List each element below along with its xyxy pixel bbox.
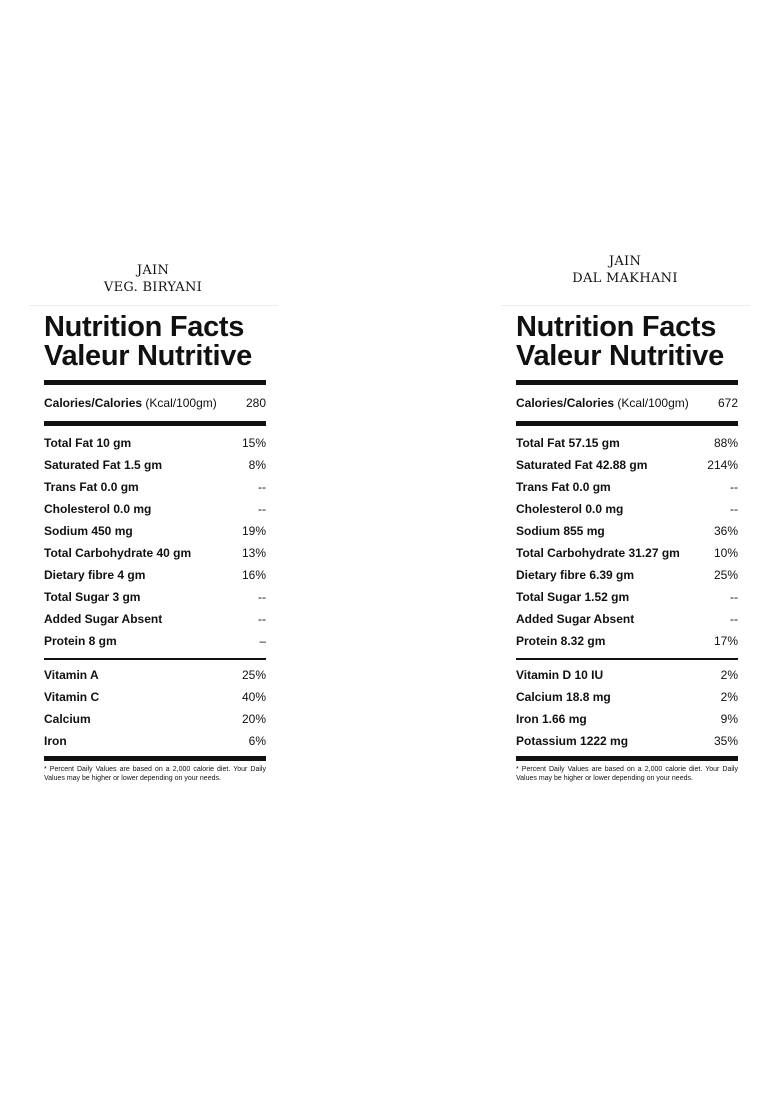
vitamin-row-name: Potassium 1222 mg xyxy=(516,734,629,748)
nutrient-row xyxy=(44,454,266,476)
nutrient-row-daily-value: 88% xyxy=(713,436,738,450)
nutrient-row-daily-value: 36% xyxy=(713,524,738,538)
nutrient-row xyxy=(44,498,266,520)
vitamin-row-name: Calcium 18.8 mg xyxy=(516,690,611,704)
vitamin-row-daily-value: 20% xyxy=(241,712,266,726)
nutrient-row-daily-value: -- xyxy=(730,480,738,494)
nutrient-row-daily-value: -- xyxy=(730,590,738,604)
vitamin-row-daily-value: 2% xyxy=(720,668,738,682)
nutrient-row-name: Dietary fibre 4 gm xyxy=(44,568,146,582)
nutrition-label xyxy=(516,313,738,783)
heading-french: Valeur Nutritive xyxy=(44,340,252,372)
thick-rule xyxy=(516,421,738,426)
nutrient-row xyxy=(516,586,738,608)
thin-rule xyxy=(516,658,738,660)
product-title-line2: VEG. BIRYANI xyxy=(103,280,203,295)
vitamin-row-name: Iron xyxy=(44,734,67,748)
vitamin-list xyxy=(44,664,266,752)
nutrient-row-name: Total Sugar 3 gm xyxy=(44,590,141,604)
vitamin-row-daily-value: 25% xyxy=(241,668,266,682)
nutrient-row-name: Total Carbohydrate 31.27 gm xyxy=(516,546,680,560)
vitamin-row-name: Vitamin D 10 IU xyxy=(516,668,604,682)
thick-rule xyxy=(44,421,266,426)
calories-value: 672 xyxy=(717,396,738,410)
nutrient-row xyxy=(44,476,266,498)
nutrient-row-daily-value: -- xyxy=(258,480,266,494)
nutrient-row-daily-value: -- xyxy=(258,590,266,604)
nutrient-list xyxy=(516,432,738,652)
nutrient-row xyxy=(516,520,738,542)
nutrient-row xyxy=(516,564,738,586)
thin-rule xyxy=(44,658,266,660)
nutrient-row xyxy=(44,630,266,652)
nutrient-row xyxy=(44,432,266,454)
thick-rule xyxy=(516,380,738,385)
vitamin-row-daily-value: 35% xyxy=(713,734,738,748)
nutrient-row-daily-value: -- xyxy=(258,502,266,516)
nutrient-row-daily-value: 19% xyxy=(241,524,266,538)
product-title xyxy=(500,253,750,287)
nutrient-row-name: Trans Fat 0.0 gm xyxy=(516,480,611,494)
nutrient-row-daily-value: – xyxy=(259,634,266,648)
nutrient-row xyxy=(44,608,266,630)
nutrient-row-daily-value: 15% xyxy=(241,436,266,450)
calories-label-group xyxy=(44,396,217,410)
vitamin-row-daily-value: 2% xyxy=(720,690,738,704)
vitamin-row-name: Vitamin A xyxy=(44,668,99,682)
nutrient-row-name: Dietary fibre 6.39 gm xyxy=(516,568,635,582)
thick-rule xyxy=(516,756,738,761)
nutrient-row xyxy=(516,498,738,520)
calories-row xyxy=(516,391,738,415)
vitamin-row xyxy=(44,664,266,686)
nutrient-row-name: Total Carbohydrate 40 gm xyxy=(44,546,192,560)
nutrient-row-daily-value: 8% xyxy=(248,458,266,472)
nutrient-row-name: Protein 8.32 gm xyxy=(516,634,606,648)
nutrient-row-name: Added Sugar Absent xyxy=(516,612,635,626)
nutrient-row-name: Saturated Fat 42.88 gm xyxy=(516,458,648,472)
nutrient-row xyxy=(44,586,266,608)
nutrient-row xyxy=(516,630,738,652)
nutrient-row xyxy=(44,542,266,564)
vitamin-row xyxy=(516,708,738,730)
nutrient-row-name: Cholesterol 0.0 mg xyxy=(44,502,152,516)
daily-value-footnote: * Percent Daily Values are based on a 2,000 calorie diet. Your Daily Values may be higher or lower depending on your needs. xyxy=(44,766,266,782)
title-divider xyxy=(500,305,750,306)
thick-rule xyxy=(44,380,266,385)
nutrient-row xyxy=(516,542,738,564)
nutrient-row-daily-value: 17% xyxy=(713,634,738,648)
product-title-line2: DAL MAKHANI xyxy=(572,271,678,286)
vitamin-row xyxy=(516,664,738,686)
calories-value: 280 xyxy=(245,396,266,410)
calories-label-group xyxy=(516,396,689,410)
nutrition-label xyxy=(44,313,266,783)
nutrient-row-daily-value: 16% xyxy=(241,568,266,582)
nutrient-row-daily-value: -- xyxy=(258,612,266,626)
nutrient-row-name: Protein 8 gm xyxy=(44,634,117,648)
nutrient-row-name: Saturated Fat 1.5 gm xyxy=(44,458,163,472)
nutrient-row xyxy=(516,432,738,454)
vitamin-row-daily-value: 6% xyxy=(248,734,266,748)
vitamin-row-name: Iron 1.66 mg xyxy=(516,712,587,726)
nutrient-row-name: Total Fat 57.15 gm xyxy=(516,436,620,450)
calories-unit: (Kcal/100gm) xyxy=(617,396,689,410)
vitamin-list xyxy=(516,664,738,752)
vitamin-row-name: Calcium xyxy=(44,712,91,726)
nutrient-row-name: Total Sugar 1.52 gm xyxy=(516,590,630,604)
vitamin-row-daily-value: 9% xyxy=(720,712,738,726)
heading-english: Nutrition Facts xyxy=(516,311,717,343)
nutrient-row-daily-value: 13% xyxy=(241,546,266,560)
nutrient-row-daily-value: 25% xyxy=(713,568,738,582)
product-title-line1: JAIN xyxy=(136,263,170,278)
product-title-line1: JAIN xyxy=(608,254,642,269)
thick-rule xyxy=(44,756,266,761)
nutrient-row xyxy=(516,476,738,498)
vitamin-row xyxy=(516,730,738,752)
calories-unit: (Kcal/100gm) xyxy=(145,396,217,410)
nutrient-row-daily-value: -- xyxy=(730,502,738,516)
nutrient-row-daily-value: 10% xyxy=(713,546,738,560)
nutrient-row-name: Total Fat 10 gm xyxy=(44,436,132,450)
calories-row xyxy=(44,391,266,415)
calories-label: Calories/Calories xyxy=(44,396,143,410)
vitamin-row xyxy=(44,708,266,730)
nutrient-row-daily-value: -- xyxy=(730,612,738,626)
vitamin-row-daily-value: 40% xyxy=(241,690,266,704)
vitamin-row-name: Vitamin C xyxy=(44,690,100,704)
nutrient-row xyxy=(44,520,266,542)
nutrient-row-name: Sodium 450 mg xyxy=(44,524,133,538)
vitamin-row xyxy=(44,686,266,708)
nutrient-row xyxy=(516,454,738,476)
nutrient-list xyxy=(44,432,266,652)
nutrient-row xyxy=(44,564,266,586)
nutrient-row-name: Trans Fat 0.0 gm xyxy=(44,480,139,494)
daily-value-footnote: * Percent Daily Values are based on a 2,000 calorie diet. Your Daily Values may be higher or lower depending on your needs. xyxy=(516,766,738,782)
nutrient-row xyxy=(516,608,738,630)
heading-english: Nutrition Facts xyxy=(44,311,245,343)
product-title xyxy=(28,262,278,296)
nutrient-row-name: Cholesterol 0.0 mg xyxy=(516,502,624,516)
nutrient-row-name: Added Sugar Absent xyxy=(44,612,163,626)
heading-french: Valeur Nutritive xyxy=(516,340,724,372)
vitamin-row xyxy=(44,730,266,752)
nutrient-row-daily-value: 214% xyxy=(707,458,738,472)
vitamin-row xyxy=(516,686,738,708)
nutrient-row-name: Sodium 855 mg xyxy=(516,524,605,538)
calories-label: Calories/Calories xyxy=(516,396,615,410)
title-divider xyxy=(28,305,278,306)
